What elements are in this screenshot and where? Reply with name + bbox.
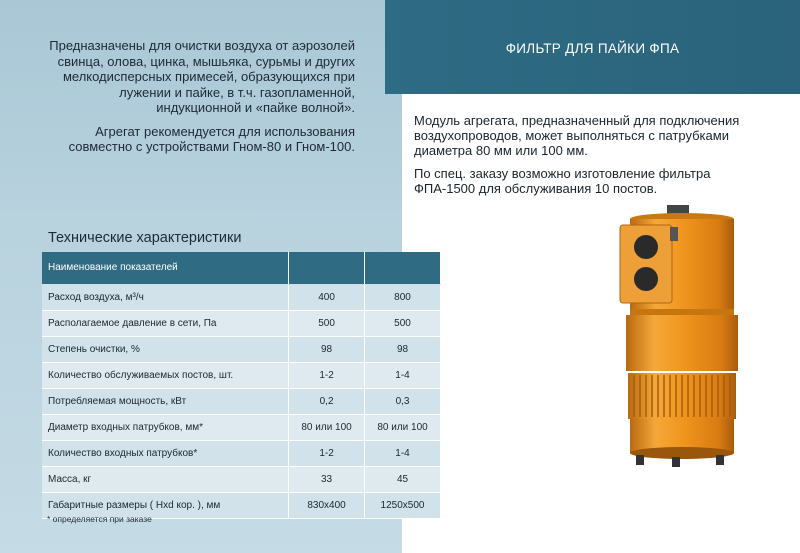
intro-paragraph-2: Агрегат рекомендуется для использования совместно с устройствами Гном-80 и Гном-100. — [68, 123, 355, 154]
description — [414, 113, 754, 196]
row-value-2: 800 — [365, 284, 441, 310]
footnote: * определяется при заказе — [47, 514, 152, 524]
row-name: Количество входных патрубков* — [42, 440, 289, 466]
row-value-1: 0,2 — [289, 388, 365, 414]
table-row — [42, 466, 441, 492]
table-row — [42, 284, 441, 310]
row-value-1: 80 или 100 — [289, 414, 365, 440]
table-row — [42, 414, 441, 440]
specs-table — [42, 252, 441, 519]
page-title: ФИЛЬТР ДЛЯ ПАЙКИ ФПА — [505, 41, 680, 56]
row-value-2: 80 или 100 — [365, 414, 441, 440]
row-name: Расход воздуха, м³/ч — [42, 284, 289, 310]
row-name: Количество обслуживаемых постов, шт. — [42, 362, 289, 388]
row-value-1: 500 — [289, 310, 365, 336]
header-cell-col2 — [289, 252, 365, 284]
header-cell-col3 — [365, 252, 441, 284]
row-name: Степень очистки, % — [42, 336, 289, 362]
row-value-2: 0,3 — [365, 388, 441, 414]
description-paragraph-1: Модуль агрегата, предназначенный для подключения воздухопроводов, может выполняться с патрубками диаметра 80 мм или 100 мм. — [414, 113, 740, 158]
row-value-1: 1-2 — [289, 362, 365, 388]
row-value-1: 1-2 — [289, 440, 365, 466]
row-value-1: 400 — [289, 284, 365, 310]
row-value-2: 1-4 — [365, 362, 441, 388]
table-row — [42, 440, 441, 466]
row-value-1: 33 — [289, 466, 365, 492]
row-value-2: 98 — [365, 336, 441, 362]
row-value-2: 1250x500 — [365, 492, 441, 518]
description-paragraph-2: По спец. заказу возможно изготовление фильтра ФПА-1500 для обслуживания 10 постов. — [414, 166, 711, 196]
table-row — [42, 336, 441, 362]
table-row — [42, 388, 441, 414]
row-name: Диаметр входных патрубков, мм* — [42, 414, 289, 440]
header-cell-name: Наименование показателей — [42, 252, 289, 284]
specs-header-row — [42, 252, 441, 284]
row-name: Габаритные размеры ( Hxd кор. ), мм — [42, 492, 289, 518]
table-row — [42, 362, 441, 388]
table-row — [42, 310, 441, 336]
specs-title: Технические характеристики — [48, 230, 242, 246]
filter-device-illustration — [612, 205, 752, 475]
intro-paragraph-1: Предназначены для очистки воздуха от аэрозолей свинца, олова, цинка, мышьяка, сурьмы и других мелкодисперсных примесей, образующихся при лужении и пайке, в т.ч. газопламенной, индукционной и «пайке волной». — [49, 38, 355, 115]
row-value-2: 1-4 — [365, 440, 441, 466]
row-name: Масса, кг — [42, 466, 289, 492]
row-value-2: 500 — [365, 310, 441, 336]
intro-text — [40, 38, 355, 155]
row-value-2: 45 — [365, 466, 441, 492]
row-value-1: 830x400 — [289, 492, 365, 518]
row-value-1: 98 — [289, 336, 365, 362]
row-name: Располагаемое давление в сети, Па — [42, 310, 289, 336]
row-name: Потребляемая мощность, кВт — [42, 388, 289, 414]
